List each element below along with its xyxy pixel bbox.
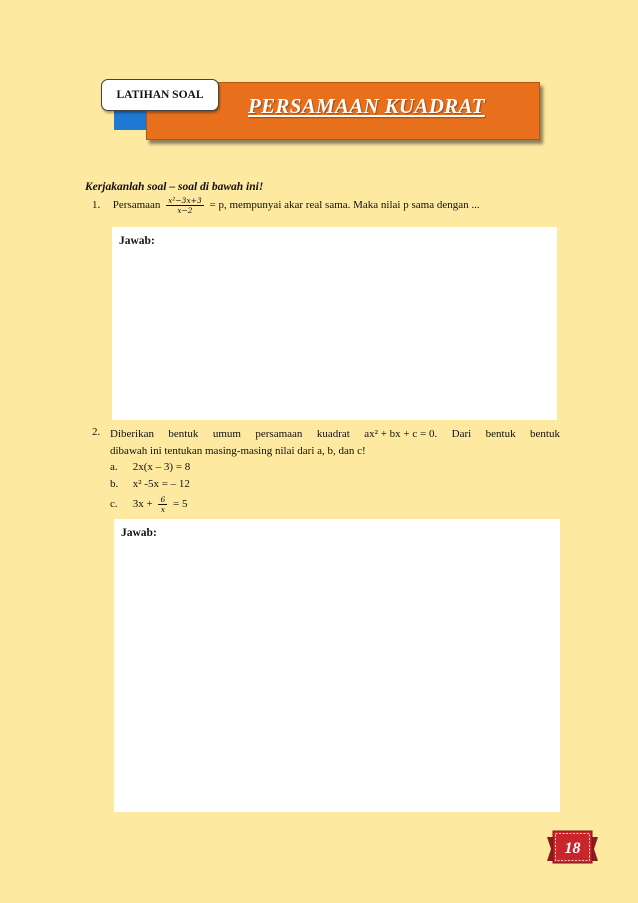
word: persamaan [255, 428, 303, 440]
fraction-denominator: x−2 [177, 206, 193, 215]
option-text: 2x(x – 3) = 8 [132, 461, 191, 473]
page-title: PERSAMAAN KUADRAT [248, 94, 485, 118]
option-b [110, 478, 190, 490]
option-label: c. [110, 498, 118, 511]
question-2-line-2: dibawah ini tentukan masing-masing nilai dari a, b, dan c! [110, 445, 366, 457]
answer-label: Jawab: [121, 527, 157, 539]
question-2-line-1 [110, 426, 560, 443]
equation: ax² + bx + c = 0. [364, 428, 438, 440]
answer-box-2[interactable] [114, 519, 560, 812]
option-a [110, 461, 190, 473]
section-tag: LATIHAN SOAL [101, 79, 219, 111]
word: bentuk [168, 428, 199, 440]
option-text-after: = 5 [173, 498, 188, 511]
page-number: 18 [564, 840, 581, 857]
fraction-denominator: x [160, 505, 165, 514]
option-label: a. [110, 461, 118, 473]
question-text-before: Persamaan [112, 199, 161, 212]
option-label: b. [110, 478, 119, 490]
answer-label: Jawab: [119, 235, 155, 247]
page-number-badge [547, 829, 598, 867]
fraction [158, 495, 167, 514]
fraction [166, 196, 204, 215]
word: bentuk [530, 428, 560, 440]
word: umum [212, 428, 241, 440]
word: kuadrat [316, 428, 350, 440]
question-number: 2. [92, 426, 101, 438]
fraction-numerator: 6 [160, 495, 166, 504]
option-text-before: 3x + [132, 498, 153, 511]
question-1 [92, 196, 562, 215]
instruction-text: Kerjakanlah soal – soal di bawah ini! [85, 181, 264, 193]
answer-box-1[interactable] [112, 227, 557, 420]
question-2-body [110, 426, 560, 460]
question-number: 1. [92, 199, 101, 212]
word: bentuk [485, 428, 516, 440]
option-c [110, 495, 187, 514]
question-text-after: = p, mempunyai akar real sama. Maka nilai p sama dengan ... [209, 199, 480, 212]
option-text: x² -5x = – 12 [132, 478, 190, 490]
word: Dari [451, 428, 472, 440]
fraction-numerator: x²−3x+3 [168, 196, 202, 205]
question-2 [92, 426, 562, 457]
word: Diberikan [110, 428, 154, 440]
